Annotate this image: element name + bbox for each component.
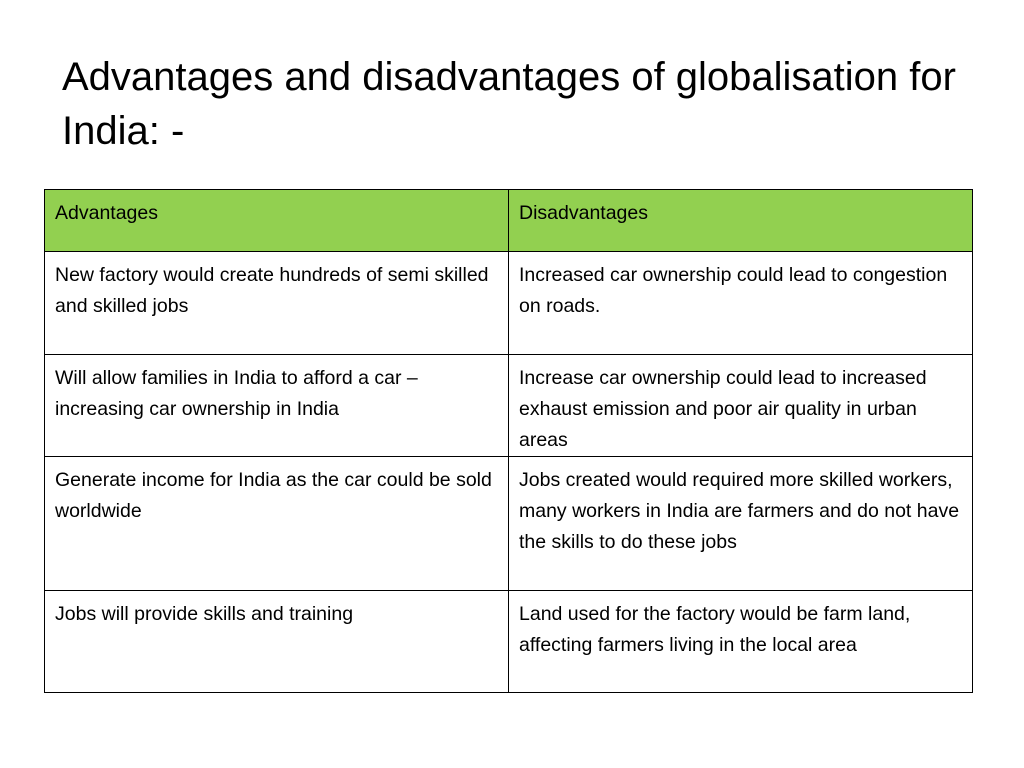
table-header-row bbox=[45, 190, 973, 252]
disadvantage-cell: Increase car ownership could lead to increased exhaust emission and poor air quality in urban areas bbox=[509, 355, 973, 457]
disadvantage-cell: Land used for the factory would be farm land, affecting farmers living in the local area bbox=[509, 591, 973, 693]
table-row bbox=[45, 252, 973, 355]
advantage-cell: New factory would create hundreds of semi skilled and skilled jobs bbox=[45, 252, 509, 355]
slide-title: Advantages and disadvantages of globalisation for India: - bbox=[62, 55, 956, 153]
table-row bbox=[45, 591, 973, 693]
comparison-table bbox=[44, 189, 973, 693]
table-row bbox=[45, 457, 973, 591]
advantage-cell: Will allow families in India to afford a car – increasing car ownership in India bbox=[45, 355, 509, 457]
advantage-cell: Jobs will provide skills and training bbox=[45, 591, 509, 693]
table-row bbox=[45, 355, 973, 457]
disadvantage-cell: Increased car ownership could lead to congestion on roads. bbox=[509, 252, 973, 355]
header-advantages: Advantages bbox=[45, 190, 509, 252]
header-disadvantages: Disadvantages bbox=[509, 190, 973, 252]
advantage-cell: Generate income for India as the car could be sold worldwide bbox=[45, 457, 509, 591]
disadvantage-cell: Jobs created would required more skilled workers, many workers in India are farmers and do not have the skills to do these jobs bbox=[509, 457, 973, 591]
